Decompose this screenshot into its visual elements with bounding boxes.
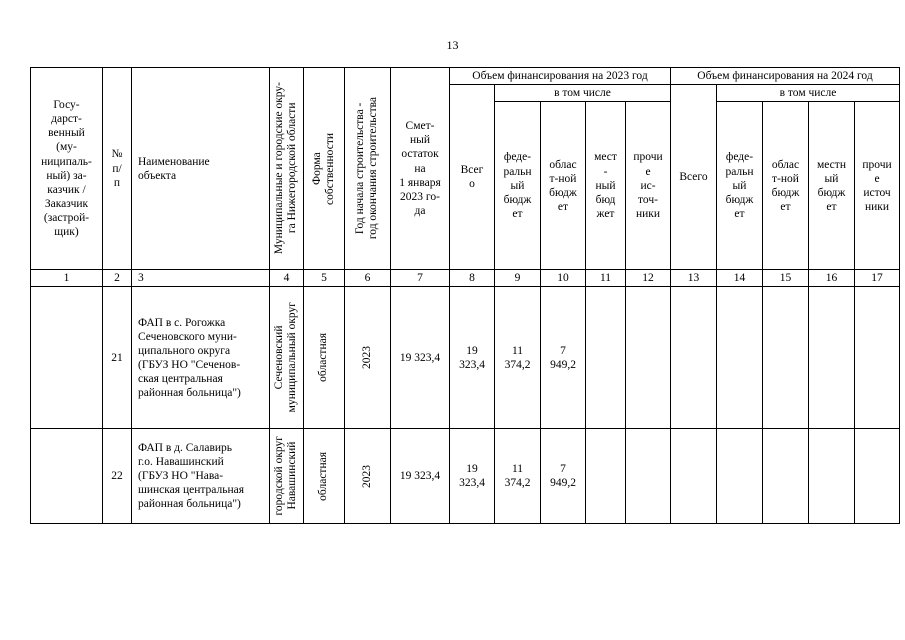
header-including-2023: в том числе	[495, 85, 671, 102]
header-customer: Госу- дарст- венный (му- ниципаль- ный) за- казчик / Заказчик (застрой- щик)	[31, 68, 103, 270]
cell-ownership: областная	[304, 287, 345, 429]
column-number: 6	[345, 270, 391, 287]
header-local-2023: мест - ный бюд жет	[586, 102, 626, 270]
header-ownership: Форма собственности	[304, 68, 345, 270]
column-number: 2	[103, 270, 132, 287]
cell-local-2024	[809, 287, 855, 429]
column-number: 5	[304, 270, 345, 287]
cell-federal-2023: 11 374,2	[495, 287, 541, 429]
header-num: № п/ п	[103, 68, 132, 270]
cell-regional-2023: 7 949,2	[541, 429, 586, 524]
column-number: 15	[763, 270, 809, 287]
table-row	[31, 287, 900, 429]
table-row	[31, 429, 900, 524]
cell-federal-2024	[717, 429, 763, 524]
column-number: 11	[586, 270, 626, 287]
header-municipality: Муниципальные и городские окру- га Нижегородской области	[270, 68, 304, 270]
cell-years: 2023	[345, 429, 391, 524]
cell-years: 2023	[345, 287, 391, 429]
header-federal-2024: феде- ральн ый бюдж ет	[717, 102, 763, 270]
cell-object-name: ФАП в д. Салавирь г.о. Навашинский (ГБУЗ НО "Нава- шинская центральная районная больница")	[132, 429, 270, 524]
column-number: 9	[495, 270, 541, 287]
header-total-2024: Всего	[671, 85, 717, 270]
cell-municipality: городской округ Навашинский	[270, 429, 304, 524]
column-number: 3	[132, 270, 270, 287]
header-fin-2023: Объем финансирования на 2023 год	[450, 68, 671, 85]
header-object-name: Наименование объекта	[132, 68, 270, 270]
cell-regional-2023: 7 949,2	[541, 287, 586, 429]
header-fin-2024: Объем финансирования на 2024 год	[671, 68, 900, 85]
cell-total-2023: 19 323,4	[450, 287, 495, 429]
header-local-2024: местн ый бюдж ет	[809, 102, 855, 270]
financing-table	[30, 67, 900, 524]
header-including-2024: в том числе	[717, 85, 900, 102]
cell-total-2024	[671, 429, 717, 524]
page-number: 13	[446, 38, 459, 52]
cell-other-2024	[855, 287, 900, 429]
header-other-2023: прочи е ис- точ- ники	[626, 102, 671, 270]
column-number: 1	[31, 270, 103, 287]
cell-local-2024	[809, 429, 855, 524]
cell-total-2024	[671, 287, 717, 429]
cell-num: 22	[103, 429, 132, 524]
cell-local-2023	[586, 429, 626, 524]
cell-num: 21	[103, 287, 132, 429]
column-number: 16	[809, 270, 855, 287]
column-number: 12	[626, 270, 671, 287]
cell-other-2023	[626, 429, 671, 524]
cell-other-2024	[855, 429, 900, 524]
header-regional-2023: облас т-ной бюдж ет	[541, 102, 586, 270]
column-number: 13	[671, 270, 717, 287]
header-federal-2023: феде- ральн ый бюдж ет	[495, 102, 541, 270]
cell-federal-2023: 11 374,2	[495, 429, 541, 524]
cell-customer	[31, 287, 103, 429]
cell-local-2023	[586, 287, 626, 429]
column-number: 8	[450, 270, 495, 287]
cell-ownership: областная	[304, 429, 345, 524]
column-number: 14	[717, 270, 763, 287]
cell-total-2023: 19 323,4	[450, 429, 495, 524]
cell-regional-2024	[763, 287, 809, 429]
cell-customer	[31, 429, 103, 524]
cell-regional-2024	[763, 429, 809, 524]
cell-municipality: Сеченовский муниципальный округ	[270, 287, 304, 429]
header-total-2023: Всег о	[450, 85, 495, 270]
cell-balance: 19 323,4	[391, 287, 450, 429]
cell-federal-2024	[717, 287, 763, 429]
column-numbers-row	[31, 270, 900, 287]
column-number: 7	[391, 270, 450, 287]
column-number: 4	[270, 270, 304, 287]
column-number: 10	[541, 270, 586, 287]
header-other-2024: прочи е источ ники	[855, 102, 900, 270]
cell-balance: 19 323,4	[391, 429, 450, 524]
header-balance: Смет- ный остаток на 1 января 2023 го- да	[391, 68, 450, 270]
cell-object-name: ФАП в с. Рогожка Сеченовского муни- ципального округа (ГБУЗ НО "Сеченов- ская центральная районная больница")	[132, 287, 270, 429]
cell-other-2023	[626, 287, 671, 429]
column-number: 17	[855, 270, 900, 287]
header-years: Год начала строительства - год окончания строительства	[345, 68, 391, 270]
header-regional-2024: облас т-ной бюдж ет	[763, 102, 809, 270]
